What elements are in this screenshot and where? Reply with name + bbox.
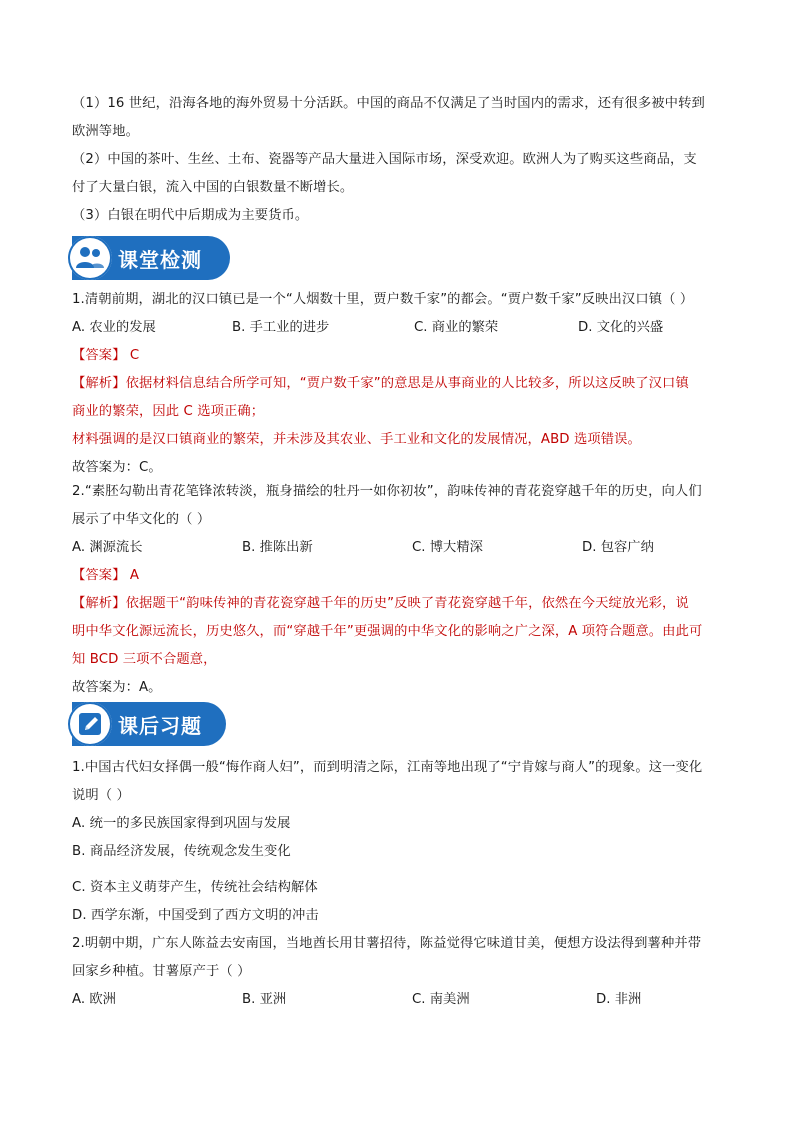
pencil-icon bbox=[68, 702, 112, 746]
option-c: C. 资本主义萌芽产生，传统社会结构解体 bbox=[72, 880, 318, 895]
section-banner-homework bbox=[72, 702, 226, 746]
analysis-label: 【解析】 bbox=[72, 596, 126, 611]
intro-line: 欧洲等地。 bbox=[72, 124, 139, 139]
option-b: B. 亚洲 bbox=[242, 992, 287, 1007]
option-d: D. 包容广纳 bbox=[582, 540, 654, 555]
option-a: A. 统一的多民族国家得到巩固与发展 bbox=[72, 816, 291, 831]
option-b: B. 推陈出新 bbox=[242, 540, 313, 555]
option-c: C. 博大精深 bbox=[412, 540, 483, 555]
section-title: 课堂检测 bbox=[118, 247, 202, 272]
answer-label: 【答案】 bbox=[72, 568, 126, 583]
section-title: 课后习题 bbox=[118, 713, 202, 738]
option-a: A. 欧洲 bbox=[72, 992, 116, 1007]
people-icon bbox=[68, 236, 112, 280]
question-stem: 回家乡种植。甘薯原产于（ ） bbox=[72, 964, 251, 979]
analysis-line bbox=[72, 590, 724, 618]
question-block bbox=[72, 478, 724, 702]
intro-paragraph bbox=[72, 90, 724, 230]
answer-value: A bbox=[129, 568, 140, 583]
option-a: A. 渊源流长 bbox=[72, 540, 143, 555]
option-d: D. 文化的兴盛 bbox=[578, 320, 664, 335]
analysis-line: 知 BCD 三项不合题意， bbox=[72, 652, 217, 667]
option-row bbox=[72, 314, 724, 342]
answer-line bbox=[72, 342, 724, 370]
analysis-text: 依据题干“韵味传神的青花瓷穿越千年的历史”反映了青花瓷穿越千年，依然在今天绽放光彩，说 bbox=[125, 596, 689, 611]
intro-line: 付了大量白银，流入中国的白银数量不断增长。 bbox=[72, 180, 354, 195]
answer-label: 【答案】 bbox=[72, 348, 126, 363]
conclusion-line: 故答案为：A。 bbox=[72, 680, 162, 695]
analysis-label: 【解析】 bbox=[72, 376, 126, 391]
option-a: A. 农业的发展 bbox=[72, 320, 156, 335]
intro-line: （1）16 世纪，沿海各地的海外贸易十分活跃。中国的商品不仅满足了当时国内的需求，还有很多被中转到 bbox=[72, 96, 705, 111]
option-d: D. 非洲 bbox=[596, 992, 642, 1007]
intro-line: （3）白银在明代中后期成为主要货币。 bbox=[72, 208, 309, 223]
question-block bbox=[72, 286, 724, 482]
question-block bbox=[72, 754, 724, 866]
question-stem: 2.“素胚勾勒出青花笔锋浓转淡，瓶身描绘的牡丹一如你初妆”，韵味传神的青花瓷穿越千年的历史，向人们 bbox=[72, 484, 702, 499]
option-c: C. 商业的繁荣 bbox=[414, 320, 499, 335]
answer-value: C bbox=[129, 348, 140, 363]
analysis-text: 依据材料信息结合所学可知，“贾户数千家”的意思是从事商业的人比较多，所以这反映了汉口镇 bbox=[125, 376, 689, 391]
analysis-line: 材料强调的是汉口镇商业的繁荣，并未涉及其农业、手工业和文化的发展情况，ABD 选项错误。 bbox=[72, 432, 641, 447]
option-b: B. 手工业的进步 bbox=[232, 320, 330, 335]
analysis-line bbox=[72, 370, 724, 398]
option-row bbox=[72, 986, 724, 1014]
section-banner-classroom-test bbox=[72, 236, 230, 280]
option-row bbox=[72, 534, 724, 562]
conclusion-line: 故答案为：C。 bbox=[72, 460, 162, 475]
question-stem: 展示了中华文化的（ ） bbox=[72, 512, 211, 527]
question-block bbox=[72, 930, 724, 1014]
question-stem: 说明（ ） bbox=[72, 788, 130, 803]
question-stem: 1.清朝前期，湖北的汉口镇已是一个“人烟数十里，贾户数千家”的都会。“贾户数千家”反映出汉口镇（ ） bbox=[72, 292, 694, 307]
question-stem: 1.中国古代妇女择偶一般“悔作商人妇”，而到明清之际，江南等地出现了“宁肯嫁与商人”的现象。这一变化 bbox=[72, 760, 703, 775]
analysis-line: 商业的繁荣，因此 C 选项正确； bbox=[72, 404, 265, 419]
option-c: C. 南美洲 bbox=[412, 992, 470, 1007]
answer-line bbox=[72, 562, 724, 590]
option-b: B. 商品经济发展，传统观念发生变化 bbox=[72, 844, 291, 859]
question-block-continued bbox=[72, 874, 724, 930]
intro-line: （2）中国的茶叶、生丝、土布、瓷器等产品大量进入国际市场，深受欢迎。欧洲人为了购买这些商品，支 bbox=[72, 152, 697, 167]
analysis-line: 明中华文化源远流长，历史悠久，而“穿越千年”更强调的中华文化的影响之广之深，A 项符合题意。由此可 bbox=[72, 624, 703, 639]
question-stem: 2.明朝中期，广东人陈益去安南国，当地酋长用甘薯招待，陈益觉得它味道甘美，便想方设法得到薯种并带 bbox=[72, 936, 702, 951]
option-d: D. 西学东渐，中国受到了西方文明的冲击 bbox=[72, 908, 319, 923]
